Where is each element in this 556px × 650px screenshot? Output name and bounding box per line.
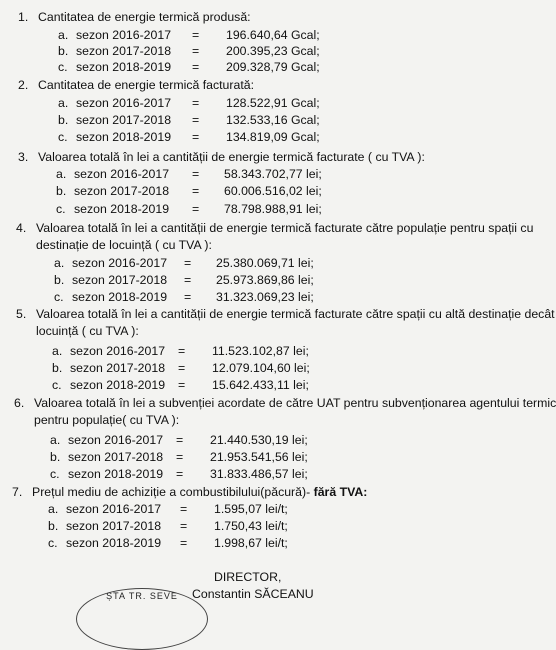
section-1-title: 1. Cantitatea de energie termică produsă: (18, 10, 251, 24)
document-page: 1. Cantitatea de energie termică produsă: a. sezon 2016-2017 = 196.640,64 Gcal; b. sezon 2017-2018 = 200.395,23 Gcal; c. sezon 2018-2019 = 209.328,79 Gcal; 2. Cantitatea de energie termică facturată: a. sezon 2016-2017 = 128.522,91 Gcal; b. sezon 2017-2018 = 132.533,16 Gcal; c. sezon 2018-2019 = 134.819,09 Gcal; 3. Valoarea totală în lei a cantității de energie termică facturate ( cu TVA ): a. sezon 2016-2017 = 58.343.702,77 lei; b. sezon 2017-2018 = 60.006.516,02 lei; c. sezon 2018-2019 = 78.798.988,91 lei; 4. Valoarea totală în lei a cantității de energie termică facturate către populație pentru spații cu destinație de locuință ( cu TVA ): a. sezon 2016-2017 = 25.380.069,71 lei; b. sezon 2017-2018 = 25.973.869,86 lei; c. sezon 2018-2019 = 31.323.069,23 lei; 5. Valoarea totală în lei a cantității de energie termică facturate către spații cu altă destinație decât locuință ( cu TVA ): a. sezon 2016-2017 = 11.523.102,87 lei; b. sezon 2017-2018 = 12.079.104,60 lei; c. sezon 2018-2019 = 15.642.433,11 lei; 6. Valoarea totală în lei a subvenției acordate de către UAT pentru subvenționarea agentului termic pentru populație( cu TVA ): a. sezon 2016-2017 = 21.440.530,19 lei; b. sezon 2017-2018 = 21.953.541,56 lei; c. sezon 2018-2019 = 31.833.486,57 lei; 7. Prețul mediu de achiziție a combustibilului(păcură)- fără TVA: a. sezon 2016-2017 = 1.595,07 lei/t; b. sezon 2017-2018 = 1.750,43 lei/t; c. sezon 2018-2019 = 1.998,67 lei/t; DIRECTOR, Constantin SĂCEANU ȘTA TR. SEVE (0, 0, 500, 606)
official-stamp (76, 588, 208, 650)
section-5-title-continuation: locuință ( cu TVA ): (36, 324, 139, 338)
stamp-text: ȘTA TR. SEVE (106, 591, 178, 601)
section-7-title: 7. Prețul mediu de achiziție a combustibilului(păcură)- fără TVA: (12, 485, 368, 499)
signature-role: DIRECTOR, (214, 570, 282, 584)
section-6-title-continuation: pentru populație( cu TVA ): (34, 413, 180, 427)
section-2-title: 2. Cantitatea de energie termică facturată: (18, 78, 255, 92)
section-6-title: 6. Valoarea totală în lei a subvenției acordate de către UAT pentru subvenționarea agentului termic (14, 396, 556, 410)
signature-name: Constantin SĂCEANU (192, 587, 314, 601)
section-3-title: 3. Valoarea totală în lei a cantității de energie termică facturate ( cu TVA ): (18, 150, 425, 164)
section-5-title: 5. Valoarea totală în lei a cantității de energie termică facturate către spații cu altă destinație decât (16, 307, 555, 321)
section-4-title-continuation: destinație de locuință ( cu TVA ): (36, 238, 212, 252)
section-4-title: 4. Valoarea totală în lei a cantității de energie termică facturate către populație pentru spații cu (16, 221, 534, 235)
